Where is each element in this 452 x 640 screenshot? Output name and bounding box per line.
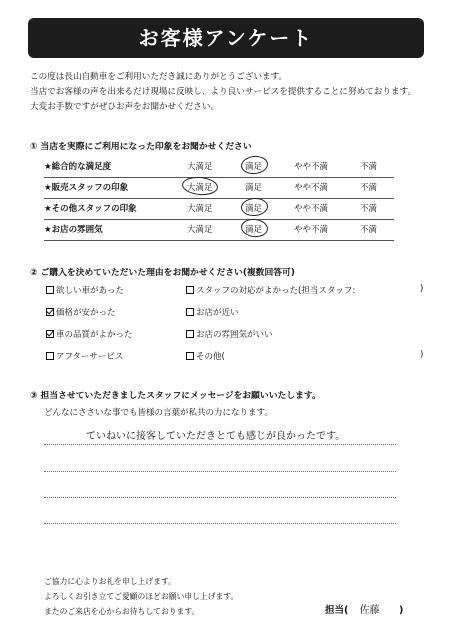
reason-label: スタッフの対応がよかった(担当スタッフ:	[196, 286, 356, 296]
checkbox[interactable]	[46, 352, 54, 360]
section2-title: ② ご購入を決めていただいた理由をお聞かせください(複数回答可)	[30, 268, 295, 278]
rating-label: ★お店の雰囲気	[44, 225, 103, 235]
reason-label: お店の雰囲気がいい	[196, 330, 273, 340]
section3-subtitle: どんなにささいな事でも皆様の言葉が私共の力になります。	[44, 408, 273, 418]
reason-item[interactable]	[186, 328, 273, 340]
option-somewhat-dissatisfied[interactable]: やや不満	[294, 225, 329, 235]
reason-label: お店が近い	[196, 308, 239, 318]
reason-item[interactable]	[46, 306, 116, 318]
reason-label: 欲しい車があった	[56, 286, 124, 296]
reason-item[interactable]	[46, 350, 123, 362]
rating-row-atmosphere	[44, 220, 394, 241]
option-very-satisfied[interactable]: 大満足	[187, 225, 213, 235]
reason-label: その他(	[196, 352, 225, 362]
option-somewhat-dissatisfied[interactable]: やや不満	[294, 204, 329, 214]
closing-line: またのご来店を心からお待ちしております。	[44, 607, 200, 616]
staff-close-paren: )	[398, 605, 404, 616]
rating-label: ★総合的な満足度	[44, 162, 112, 172]
option-very-satisfied[interactable]: 大満足	[187, 162, 213, 172]
option-satisfied[interactable]: 満足	[245, 204, 263, 214]
message-line[interactable]	[44, 497, 396, 498]
intro-text	[30, 70, 416, 115]
closing-line: ご協力に心よりお礼を申し上げます。	[44, 577, 176, 586]
checkbox[interactable]	[186, 352, 194, 360]
rating-label: ★その他スタッフの印象	[44, 204, 137, 214]
reason-label: 車の品質がよかった	[56, 330, 133, 340]
rating-row-sales-staff	[44, 178, 394, 199]
staff-field	[325, 601, 403, 616]
option-satisfied[interactable]: 満足	[245, 183, 263, 193]
checkbox[interactable]	[46, 286, 54, 294]
option-dissatisfied[interactable]: 不満	[360, 162, 378, 172]
intro-line: この度は長山自動車をご利用いただき誠にありがとうございます。	[30, 72, 288, 82]
option-somewhat-dissatisfied[interactable]: やや不満	[294, 162, 329, 172]
rating-row-overall	[44, 157, 394, 178]
reason-close-paren: )	[420, 284, 424, 294]
handwritten-message: ていねいに接客していただきとても感じが良かったです。	[86, 431, 346, 442]
reason-item[interactable]	[46, 328, 133, 340]
option-dissatisfied[interactable]: 不満	[360, 225, 378, 235]
message-line[interactable]	[44, 523, 396, 524]
section3-title: ③ 担当させていただきましたスタッフにメッセージをお願いいたします。	[30, 391, 321, 401]
intro-line: 当店でお客様の声を出来るだけ現場に反映し、より良いサービスを提供することに努めております。	[30, 87, 417, 97]
message-line[interactable]	[44, 444, 396, 445]
reason-close-paren: )	[420, 350, 424, 360]
section1-title: ① 当店を実際にご利用になった印象をお聞かせください	[30, 142, 252, 152]
rating-label: ★販売スタッフの印象	[44, 183, 129, 193]
reason-label: 価格が安かった	[56, 308, 116, 318]
staff-label: 担当(	[325, 605, 349, 616]
option-dissatisfied[interactable]: 不満	[360, 183, 378, 193]
option-satisfied[interactable]: 満足	[245, 162, 263, 172]
reason-item[interactable]	[186, 306, 239, 318]
staff-name: 佐藤	[359, 605, 380, 616]
message-line[interactable]	[44, 471, 396, 472]
checkbox[interactable]	[186, 286, 194, 294]
option-dissatisfied[interactable]: 不満	[360, 204, 378, 214]
page-title: お客様アンケート	[28, 18, 424, 58]
rating-row-other-staff	[44, 199, 394, 220]
intro-line: 大変お手数ですがぜひお声をお聞かせください。	[30, 102, 220, 112]
reason-label: アフターサービス	[56, 352, 124, 362]
option-very-satisfied[interactable]: 大満足	[187, 204, 213, 214]
closing-line: よろしくお引き立てご愛顧のほどお願い申し上げます。	[44, 592, 239, 601]
option-somewhat-dissatisfied[interactable]: やや不満	[294, 183, 329, 193]
checkbox[interactable]	[186, 330, 194, 338]
checkbox[interactable]	[46, 308, 54, 316]
closing-text	[44, 574, 238, 619]
option-very-satisfied[interactable]: 大満足	[187, 183, 213, 193]
reason-item[interactable]	[186, 350, 225, 362]
reason-item[interactable]	[186, 284, 355, 296]
option-satisfied[interactable]: 満足	[245, 225, 263, 235]
checkbox[interactable]	[186, 308, 194, 316]
checkbox[interactable]	[46, 330, 54, 338]
reason-item[interactable]	[46, 284, 124, 296]
